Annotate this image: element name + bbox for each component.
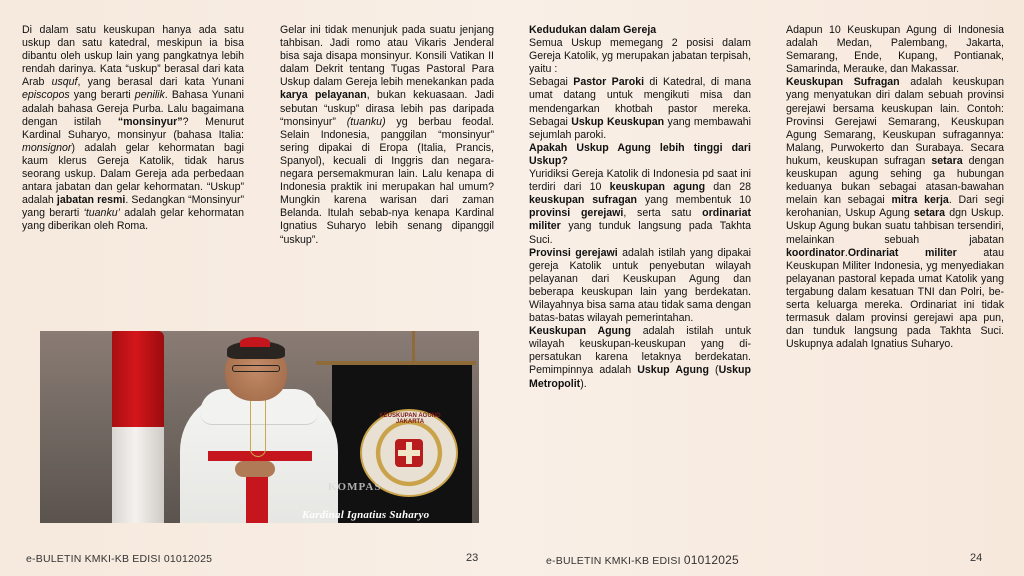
paragraph-pastor-paroki: Sebagai Pastor Paroki di Katedral, di mana umat datang untuk mengikuti misa dan mendengarkan khotbah pastor mereka. Sebagai Uskup Keuskupan yang membawahi sejumlah paroki. [529,76,751,141]
paragraph-uskup-origin: Di dalam satu keuskupan hanya ada satu uskup dan satu katedral, meskipun ia bisa dibantu oleh uskup lain yang pangkatnya lebih rendah darinya. Kata “uskup” berasal dari kata Arab usquf, yang berasal dari kata Yunani episcopos yang berarti penilik. Bahasa Yunani adalah bahasa Gereja Purba. Lalu bagaimana dengan istilah “monsinyur”? Menurut Kardinal Suharyo, monsinyur (bahasa Italia: monsignor) adalah gelar kehormatan bagi kaum klerus Gereja Katolik, tidak harus seorang uskup. Dalam Gereja ada perbedaan antara jabatan dan gelar kehormatan. “Uskup” adalah jabatan resmi. Sedangkan “Monsinyur” yang berarti ‘tuanku’ adalah gelar kehormatan yang diberikan oleh Roma. [22,24,244,233]
column-2 [280,24,494,247]
column-3 [529,24,751,391]
paragraph-gelar: Gelar ini tidak menunjuk pada suatu jenjang tahbisan. Jadi romo atau Vikaris Jenderal bisa saja disapa monsinyur. Konsili Vatikan II dalam Dekrit tentang Tugas Pastoral Para Uskup dalam Gereja lebih menekankan pada karya pelayanan, bukan kekuasaan. Jadi sebutan “uskup” dirasa lebih pas daripada “monsinyur” (tuanku) yg berbau feodal. Selain Indonesia, panggilan “monsinyur” sering dipakai di Eropa (Italia, Prancis, Spanyol), kecuali di Inggris dan negara-negara persemakmuran lain. Lalu kenapa di Indonesia praktik ini merupakan hal umum? Mungkin karena warisan dari zaman Belanda. Itulah sebab-nya kenapa Kardinal Ignatius Suharyo lebih senang dipanggil “uskup”. [280,24,494,246]
seal-text: KEUSKUPAN AGUNG JAKARTA [379,413,441,425]
photo-caption: Kardinal Ignatius Suharyo [302,509,430,521]
cardinal-photo [40,331,479,523]
footer-bulletin: e-BULETIN KMKI-KB EDISI 01012025 [546,553,739,567]
flag-red-stripe [112,331,164,431]
paragraph-yuridiksi: Yuridiksi Gereja Katolik di Indonesia pd saat ini terdiri dari 10 keuskupan agung dan 28 keuskupan sufragan yang membentuk 10 provinsi gerejawi, serta satu ordinariat militer yang tunduk langsung pada Takhta Suci. [529,168,752,246]
cardinal-hands [235,461,275,477]
paragraph-dua-posisi: Semua Uskup memegang 2 posisi dalam Gereja Katolik, yg merupakan jabatan terpisah, yaitu : [529,37,751,76]
column-4 [786,24,1004,351]
banner-pole [412,331,415,363]
page-number: 24 [970,552,983,564]
heading-kedudukan: Kedudukan dalam Gereja [529,24,657,36]
zucchetto [240,337,270,347]
page-24 [512,0,1024,576]
pectoral-cross-chain [250,397,266,457]
column-1 [22,24,244,234]
paragraph-sufragan: Keuskupan Sufragan adalah keuskupan yang menyatukan diri dalam sebuah provinsi gerejawi bersama keuskupan lain. Contoh: Provinsi Gerejawi Semarang, Keuskupan Agung Semarang, Keuskupan sufragannya: Malang, Purwokerto dan Surabaya. Secara hukum, keuskupan sufragan setara dengan keuskupan agung sehing ga hubungan keduanya bukan sebagai atasan-bawahan melain kan sebagai mitra kerja. Dari segi kerohanian, Uskup Agung setara dgn Uskup. Uskup Agung bukan suatu tahbisan tersendiri, melainkan sebuah jabatan koordinator.Ordinariat militer atau Keuskupan Militer Indonesia, yg menyediakan pelayanan pastoral kepada umat Katolik yang tergabung dalam kesatuan TNI dan Polri, be-serta keluarga mereka. Ordinariat ini tidak termasuk dalam provinsi gerejawi apa pun, dan tunduk langsung pada Takhta Suci. Uskupnya adalah Ignatius Suharyo. [786,76,1004,351]
paragraph-keuskupan-agung: Keuskupan Agung adalah istilah untuk wilayah keuskupan-keuskupan yang di-persatukan karena letaknya berdekatan. Pemimpinnya adalah Uskup Agung (Uskup Metropolit). [529,325,751,390]
flag-white-stripe [112,427,164,523]
paragraph-daftar-keuskupan: Adapun 10 Keuskupan Agung di Indonesia adalah Medan, Palembang, Jakarta, Semarang, Ende, Kupang, Pontianak, Samarinda, Merauke, dan Makassar. [786,24,1004,76]
paragraph-provinsi-gerejawi: Provinsi gerejawi adalah istilah yang dipakai gereja Katolik untuk penyebutan wilayah pelayanan dari Keuskupan Agung dan beberapa keuskupan lain yang berdekatan. Wilayahnya bisa sama atau tidak sama dengan batas-batas wilayah pemerintahan. [529,246,752,325]
watermark: KOMPAS [328,481,382,493]
heading-uskup-agung: Apakah Uskup Agung lebih tinggi dari Uskup? [529,141,751,167]
page-number: 23 [466,552,479,564]
seal-cross-bar [398,450,420,456]
glasses [232,365,280,372]
footer-bulletin: e-BULETIN KMKI-KB EDISI 01012025 [26,553,213,565]
